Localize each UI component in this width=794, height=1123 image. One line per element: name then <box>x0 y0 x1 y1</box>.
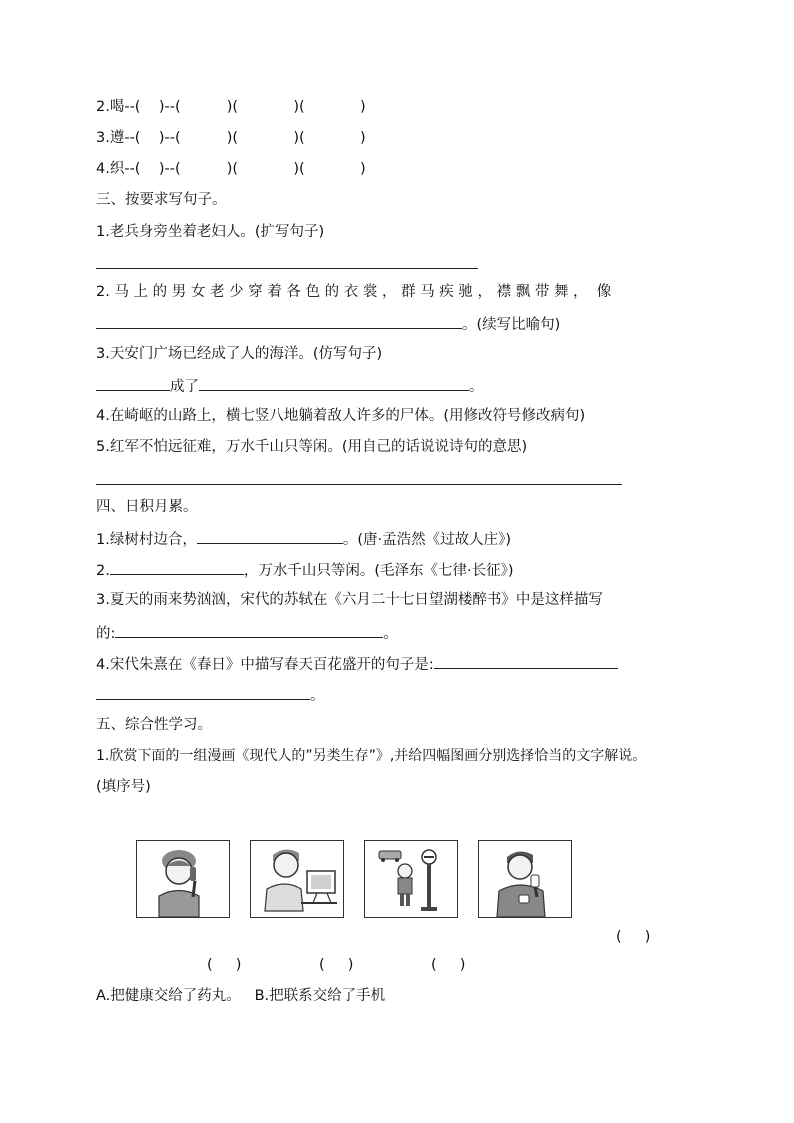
cartoon-4 <box>478 840 572 918</box>
s4-q1-prefix: 1.绿树村边合， <box>96 532 197 548</box>
s3-q3-mid: 成了 <box>170 379 199 395</box>
person-phone-icon <box>137 841 229 917</box>
s3-answer-line-5[interactable] <box>96 484 622 485</box>
s3-q3-blank-2[interactable] <box>199 375 469 391</box>
s3-q3-end: 。 <box>469 379 484 395</box>
s4-q2-prefix: 2. <box>96 563 110 579</box>
s4-q2-suffix: ，万水千山只等闲。(毛泽东《七律·长征》) <box>243 563 514 579</box>
s4-question-3: 3.夏天的雨来势汹汹，宋代的苏轼在《六月二十七日望湖楼醉书》中是这样描写 <box>96 592 603 608</box>
s4-q3-blank[interactable] <box>115 622 383 638</box>
section4-heading: 四、日积月累。 <box>96 499 198 515</box>
cartoon-3 <box>364 840 458 918</box>
s3-question-2: 2. 马 上 的 男 女 老 少 穿 着 各 色 的 衣 裳 ， 群 马 疾 驰 ， 襟 飘 带 舞 ， 像 <box>96 284 612 300</box>
answer-paren-4[interactable]: ( ) <box>431 957 466 973</box>
person-computer-icon <box>251 841 343 917</box>
fill-row-2: 2.喝--( )--( )( )( ) <box>96 99 366 115</box>
s4-q4-blank-2[interactable] <box>96 684 310 700</box>
s3-q2-suffix: 。(续写比喻句) <box>462 317 561 333</box>
child-crossing-icon <box>365 841 457 917</box>
cartoon-2 <box>250 840 344 918</box>
section3-heading: 三、按要求写句子。 <box>96 192 227 208</box>
s3-question-3: 3.天安门广场已经成了人的海洋。(仿写句子) <box>96 346 383 362</box>
fill-row-3: 3.遵--( )--( )( )( ) <box>96 130 366 146</box>
s3-question-4: 4.在崎岖的山路上，横七竖八地躺着敌人许多的尸体。(用修改符号修改病句) <box>96 408 586 424</box>
s4-question-3-line2 <box>96 622 398 644</box>
s4-q2-blank[interactable] <box>110 559 244 575</box>
s4-question-4 <box>96 653 618 675</box>
s3-question-3-line2 <box>96 375 484 397</box>
s5-options: A.把健康交给了药丸。 B.把联系交给了手机 <box>96 988 386 1004</box>
cartoon-1 <box>136 840 230 918</box>
s4-q3-end: 。 <box>383 626 398 642</box>
s4-q4-text: 4.宋代朱熹在《春日》中描写春天百花盛开的句子是: <box>96 657 434 673</box>
s3-question-2-line2 <box>96 313 560 335</box>
section5-heading: 五、综合性学习。 <box>96 717 212 733</box>
s4-question-1 <box>96 528 511 550</box>
s4-q4-end: 。 <box>310 688 325 704</box>
person-pills-icon <box>479 841 571 917</box>
s4-question-4-line2 <box>96 684 325 706</box>
s3-question-5: 5.红军不怕远征难，万水千山只等闲。(用自己的话说说诗句的意思) <box>96 439 528 455</box>
s4-q4-blank-1[interactable] <box>434 653 618 669</box>
s4-q3-prefix: 的: <box>96 626 116 642</box>
s3-answer-line-1[interactable] <box>96 268 478 269</box>
s3-q2-blank[interactable] <box>96 313 462 329</box>
s5-question-1: 1.欣赏下面的一组漫画《现代人的”另类生存”》,并给四幅图画分别选择恰当的文字解说。 <box>96 748 647 764</box>
fill-row-4: 4.织--( )--( )( )( ) <box>96 161 366 177</box>
s4-question-2 <box>96 559 514 581</box>
s3-q3-blank-1[interactable] <box>96 375 170 391</box>
s5-question-1-line2: (填序号) <box>96 779 151 795</box>
answer-paren-1[interactable]: ( ) <box>616 929 651 945</box>
s4-q1-blank[interactable] <box>197 528 343 544</box>
s3-question-1: 1.老兵身旁坐着老妇人。(扩写句子) <box>96 224 325 240</box>
answer-paren-3[interactable]: ( ) <box>319 957 354 973</box>
answer-paren-2[interactable]: ( ) <box>207 957 242 973</box>
s4-q1-suffix: 。(唐·孟浩然《过故人庄》) <box>342 532 512 548</box>
